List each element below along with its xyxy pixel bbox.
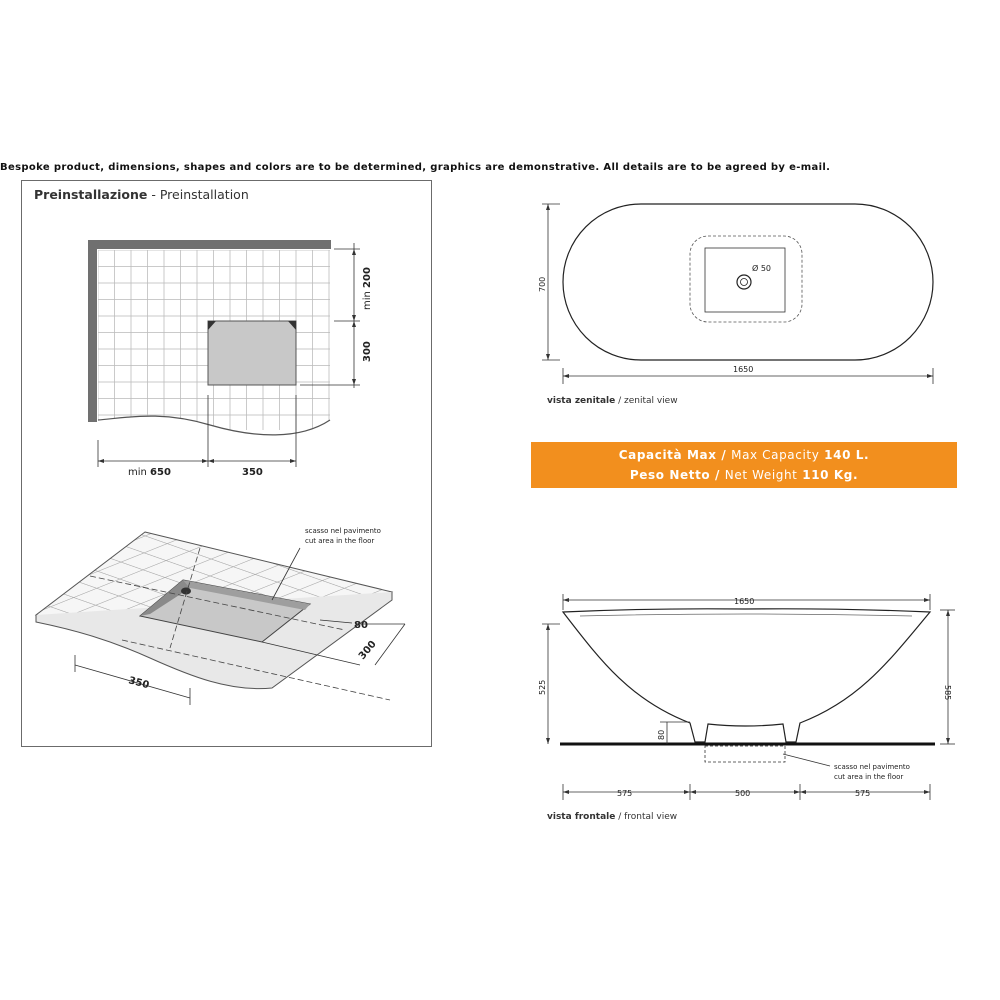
front-floor-cut-en: cut area in the floor bbox=[834, 773, 904, 781]
front-floor-cut bbox=[705, 746, 785, 762]
front-height-left: 525 bbox=[538, 679, 547, 695]
front-seg-left: 575 bbox=[617, 789, 633, 798]
front-foot-dim: 80 bbox=[657, 729, 666, 740]
iso-dim-350: 350 bbox=[127, 675, 151, 692]
isometric-view bbox=[36, 527, 405, 705]
leader-front-floor-cut bbox=[783, 754, 830, 766]
front-view-label: vista frontale / frontal view bbox=[547, 812, 678, 822]
iso-dim-300: 300 bbox=[356, 638, 379, 662]
capacity-banner bbox=[531, 442, 957, 488]
front-seg-right: 575 bbox=[855, 789, 871, 798]
wall-top bbox=[88, 240, 331, 249]
top-depth-dim: 700 bbox=[538, 276, 547, 292]
top-view bbox=[538, 204, 933, 384]
drain-diameter: Ø 50 bbox=[752, 264, 772, 273]
weight-line: Peso Netto / Net Weight 110 Kg. bbox=[629, 468, 859, 482]
dim-min-200: min 200 bbox=[362, 267, 373, 310]
front-view bbox=[538, 594, 955, 800]
front-height-right: 585 bbox=[943, 685, 952, 701]
front-width-dim: 1650 bbox=[734, 597, 755, 606]
preinstallation-title-sep: - bbox=[147, 187, 160, 202]
wall-left bbox=[88, 240, 97, 422]
preinstallation-title-en: Preinstallation bbox=[159, 187, 249, 202]
tub-outline-front bbox=[563, 609, 930, 742]
capacity-line: Capacità Max / Max Capacity 140 L. bbox=[618, 448, 870, 462]
dim-350: 350 bbox=[242, 467, 263, 478]
top-width-dim: 1650 bbox=[733, 365, 754, 374]
plan-view bbox=[88, 240, 373, 478]
front-seg-mid: 500 bbox=[735, 789, 751, 798]
top-view-label: vista zenitale / zenital view bbox=[547, 396, 678, 406]
floor-cut-en: cut area in the floor bbox=[305, 537, 375, 545]
recess-area bbox=[208, 321, 296, 385]
dim-300: 300 bbox=[362, 341, 373, 362]
dim-min-650: min 650 bbox=[128, 467, 171, 478]
iso-dim-80: 80 bbox=[354, 620, 368, 631]
disclaimer-text: Bespoke product, dimensions, shapes and colors are to be determined, graphics are demonstrative. All details are to be agreed by e-mail. bbox=[0, 162, 831, 173]
floor-cut-it: scasso nel pavimento bbox=[305, 527, 381, 535]
front-floor-cut-it: scasso nel pavimento bbox=[834, 763, 910, 771]
preinstallation-title-it: Preinstallazione bbox=[34, 187, 148, 202]
